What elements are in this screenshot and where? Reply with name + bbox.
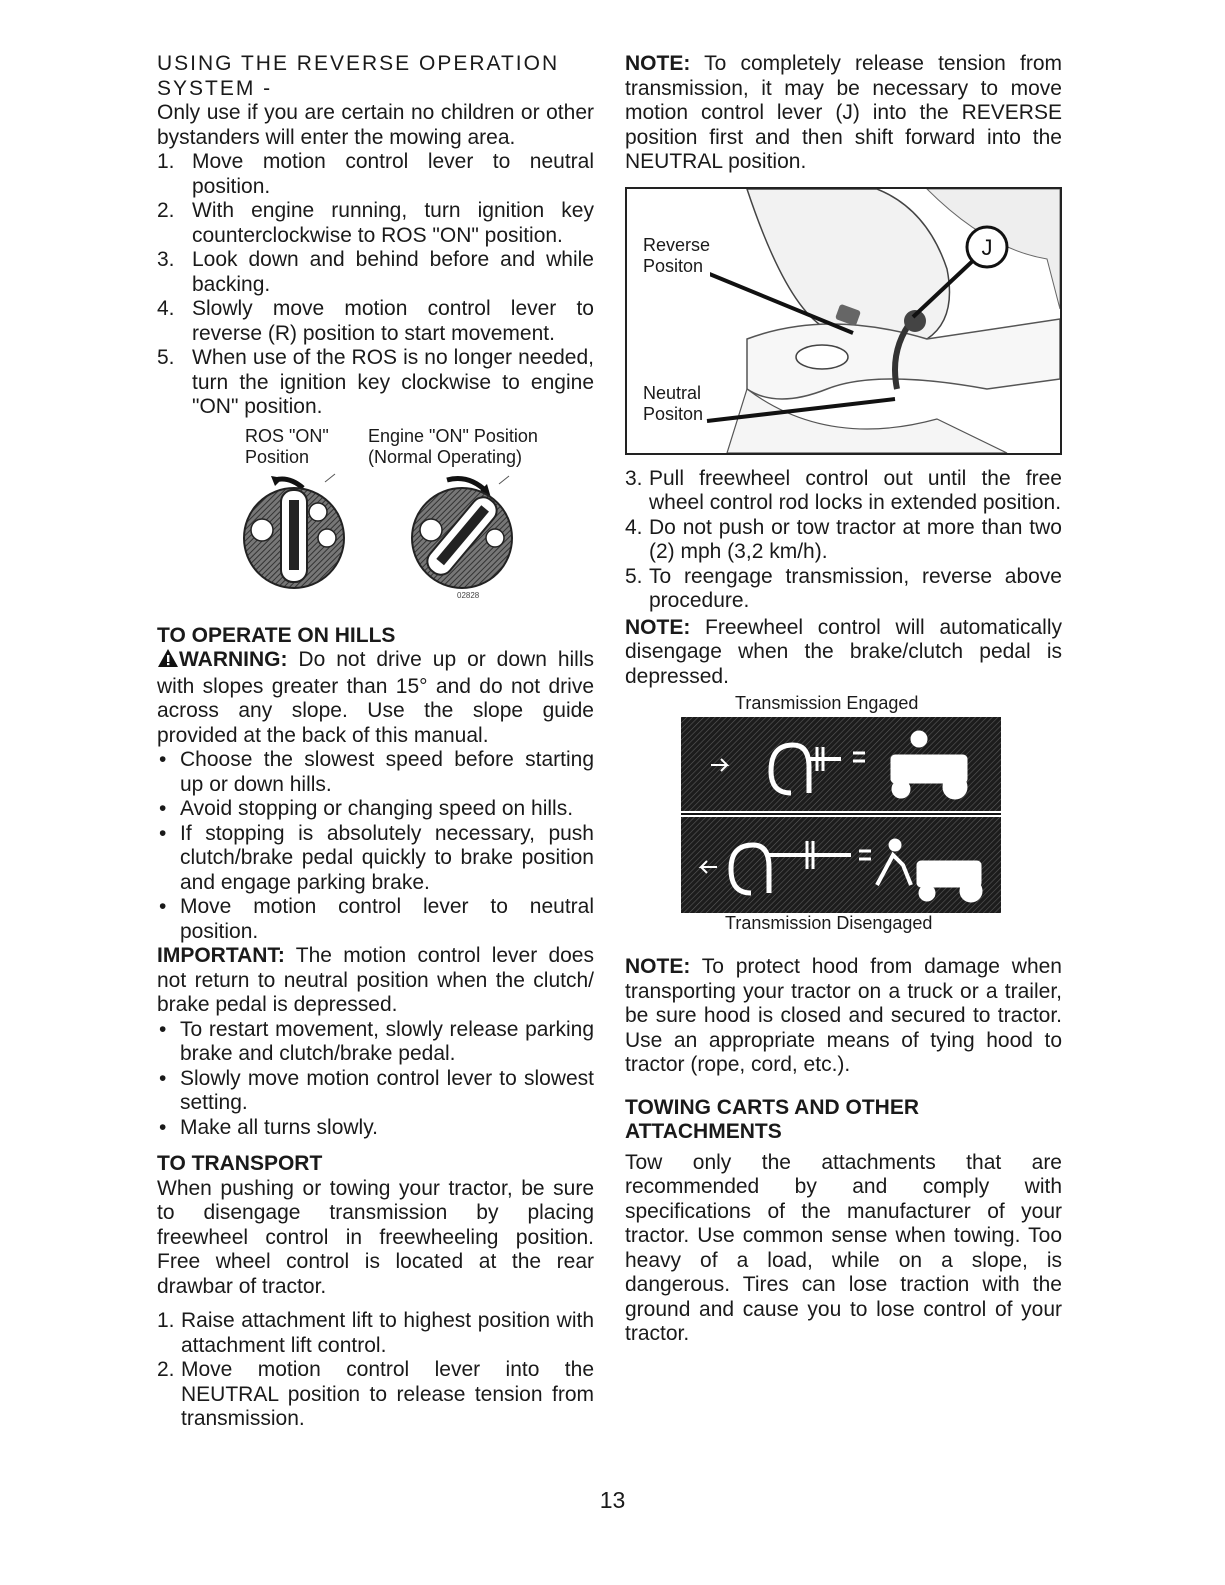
hills-heading: TO OPERATE ON HILLS <box>157 623 396 647</box>
right-column <box>625 52 1062 1347</box>
bullet-dot: • <box>159 797 167 820</box>
item-number: 1. <box>157 150 175 173</box>
item-number: 2. <box>157 199 175 222</box>
transmission-engaged-label: Transmission Engaged <box>735 693 919 713</box>
transmission-disengaged-label: Transmission Disengaged <box>725 913 933 933</box>
ros-on-label-2: Position <box>245 446 310 467</box>
bullet-dot: • <box>159 1115 167 1139</box>
note-label: NOTE: <box>625 52 691 75</box>
item-number: 4. <box>157 297 175 320</box>
warning-icon <box>157 648 179 675</box>
item-text: Look down and behind before and while backing. <box>192 248 594 296</box>
item-number: 3. <box>157 248 175 271</box>
transport-heading: TO TRANSPORT <box>157 1152 323 1175</box>
list-item <box>157 199 594 248</box>
note-text: To completely release tension from transmission, it may be necessary to move motion control lever (J) into the REVERSE position first and then shift forward into the NEUTRAL position. <box>625 52 1062 173</box>
item-number: 4. <box>625 515 643 539</box>
bullet-dot: • <box>159 1066 167 1090</box>
item-number: 5. <box>157 346 175 369</box>
bullet-item <box>157 1018 594 1067</box>
transmission-figure <box>625 693 1062 943</box>
note-text: To protect hood from damage when transporting your tractor on a truck or a trailer, be sure hood is closed and secured to tractor. Use an appropriate means of tying hood to tractor (rope, cord, etc.). <box>625 955 1062 1076</box>
bullet-dot: • <box>159 1017 167 1041</box>
item-text: When use of the ROS is no longer needed, turn the ignition key clockwise to engine "ON" position. <box>192 346 594 418</box>
bullet-text: Choose the slowest speed before starting up or down hills. <box>180 748 594 796</box>
item-text: Slowly move motion control lever to reverse (R) position to start movement. <box>192 297 594 345</box>
list-item <box>157 248 594 297</box>
note-label: NOTE: <box>625 955 691 978</box>
note-freewheel <box>625 616 1062 690</box>
hills-bullets-list <box>157 748 594 944</box>
ros-switch-icon <box>244 474 344 588</box>
item-number: 2. <box>157 1358 175 1381</box>
list-item <box>157 297 594 346</box>
list-item <box>157 346 594 420</box>
left-column <box>157 52 594 1432</box>
engine-on-label: Engine "ON" Position <box>368 425 538 446</box>
transmission-decal <box>681 717 1061 917</box>
page-number: 13 <box>599 1487 626 1513</box>
bullet-text: If stopping is absolutely necessary, push clutch/brake pedal quickly to brake position and engage parking brake. <box>180 821 594 894</box>
item-text: Move motion control lever into the NEUTRAL position to release tension from transmission. <box>181 1358 594 1430</box>
note-text: Freewheel control will automatically disengage when the brake/clutch pedal is depressed. <box>625 615 1062 688</box>
hills-warning <box>157 648 594 748</box>
bullet-text: Move motion control lever to neutral position. <box>180 895 594 943</box>
list-item <box>157 150 594 199</box>
reverse-label: Reverse <box>643 234 711 255</box>
list-item <box>625 467 1062 516</box>
neutral-label-2: Positon <box>643 403 704 424</box>
towing-heading: TOWING CARTS AND OTHER ATTACHMENTS <box>625 1095 919 1143</box>
item-text: Pull freewheel control out until the free wheel control rod locks in extended position. <box>649 466 1062 514</box>
ros-steps-list <box>157 150 594 420</box>
bullet-text: Slowly move motion control lever to slowest setting. <box>180 1066 594 1114</box>
ros-title: USING THE REVERSE OPERATION SYSTEM - <box>157 52 560 100</box>
engine-on-label-2: (Normal Operating) <box>368 446 523 467</box>
bullet-text: Make all turns slowly. <box>180 1115 379 1139</box>
restart-bullets-list <box>157 1018 594 1141</box>
warning-label: WARNING: <box>179 648 288 671</box>
freewheel-steps-list <box>625 467 1062 614</box>
bullet-item <box>157 748 594 797</box>
item-text: Raise attachment lift to highest position with attachment lift control. <box>181 1309 594 1357</box>
list-item <box>625 565 1062 614</box>
bullet-item <box>157 1116 594 1141</box>
note-release-tension <box>625 52 1062 175</box>
note-label: NOTE: <box>625 615 691 639</box>
important-label: IMPORTANT: <box>157 944 285 967</box>
bullet-item <box>157 895 594 944</box>
engine-switch-icon <box>412 476 512 588</box>
neutral-label: Neutral <box>643 382 702 403</box>
item-text: Move motion control lever to neutral position. <box>192 150 594 198</box>
item-text: To reengage transmission, reverse above procedure. <box>649 564 1062 612</box>
item-number: 5. <box>625 564 643 588</box>
reverse-label-2: Positon <box>643 255 704 276</box>
important-text: The motion control lever does not return to neutral position when the clutch/ brake pedal is depressed. <box>157 944 594 1016</box>
list-item <box>157 1309 594 1358</box>
ros-on-label: ROS "ON" <box>245 425 329 446</box>
item-number: 1. <box>157 1309 175 1332</box>
bullet-text: To restart movement, slowly release parking brake and clutch/brake pedal. <box>180 1017 594 1065</box>
list-item <box>157 1358 594 1432</box>
bullet-item <box>157 822 594 896</box>
important-note <box>157 944 594 1018</box>
list-item <box>625 516 1062 565</box>
ignition-figure <box>157 426 594 616</box>
callout-j: J <box>981 234 993 260</box>
bullet-item <box>157 1067 594 1116</box>
bullet-dot: • <box>159 821 167 845</box>
transport-text: When pushing or towing your tractor, be sure to disengage transmission by placing freewheel control in freewheeling position. Free wheel control is located at the rear drawbar of tractor. <box>157 1176 594 1298</box>
bullet-text: Avoid stopping or changing speed on hills. <box>180 797 574 820</box>
bullet-item <box>157 797 594 822</box>
item-text: Do not push or tow tractor at more than two (2) mph (3,2 km/h). <box>649 515 1062 563</box>
figure-code: 02828 <box>457 590 480 600</box>
bullet-dot: • <box>159 748 167 771</box>
note-hood <box>625 955 1062 1078</box>
item-text: With engine running, turn ignition key counterclockwise to ROS "ON" position. <box>192 199 594 247</box>
item-number: 3. <box>625 466 643 490</box>
transport-steps-list <box>157 1309 594 1432</box>
towing-text: Tow only the attachments that are recommended by and comply with specifications of the manufacturer of your tractor. Use common sense when towing. Too heavy of a load, while on a slope, is dangerous. Tires can lose traction with the ground and cause you to lose control of your tractor. <box>625 1150 1062 1345</box>
ignition-switch-illustration <box>157 470 594 620</box>
warning-text: Do not drive up or down hills with slopes greater than 15° and do not drive across any slope. Use the slope guide provided at the back of this manual. <box>157 648 594 747</box>
lever-figure <box>625 187 1062 455</box>
bullet-dot: • <box>159 895 167 918</box>
ros-intro: Only use if you are certain no children or other bystanders will enter the mowing area. <box>157 101 594 149</box>
